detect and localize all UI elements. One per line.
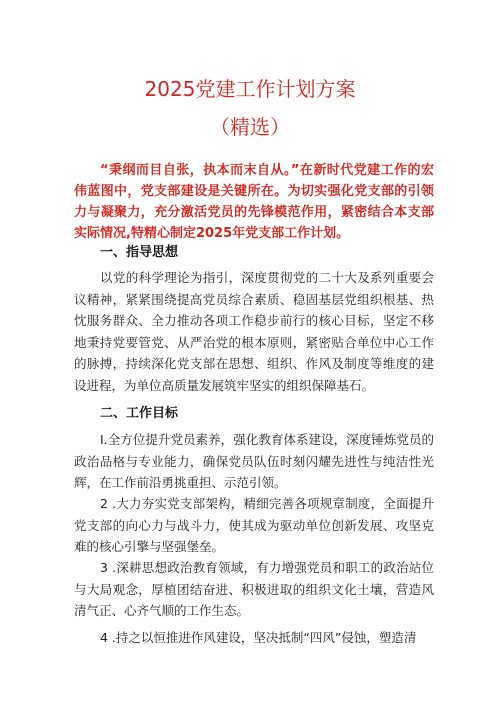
goal-item-1: I.全方位提升党员素养，强化教育体系建设，深度锤炼党员的政治品格与专业能力，确保党员队伍时刻闪耀先进性与纯洁性光辉，在工作前沿勇挑重担、示范引领。 <box>74 432 434 490</box>
section-heading-work-goals: 二、工作目标 <box>100 406 179 421</box>
goal-item-3: 3 .深耕思想政治教育领域，有力增强党员和职工的政治站位与大局观念，厚植团结奋进、积极进取的组织文化土壤，营造风清气正、心齐气顺的工作生态。 <box>74 560 434 618</box>
section-paragraph: 以党的科学理论为指引，深度贯彻党的二十大及系列重要会议精神，紧紧围绕提高党员综合素质、稳固基层党组织根基、热忱服务群众、全力推动各项工作稳步前行的核心目标，坚定不移地秉持党要管党、从严治党的根本原则，紧密贴合单位中心工作的脉搏，持续深化党支部在思想、组织、作风及制度等维度的建设进程，为单位高质量发展筑牢坚实的组织保障基石。 <box>74 270 434 393</box>
document-subtitle: （精选） <box>210 115 290 139</box>
section-heading-guiding-ideology: 一、指导思想 <box>100 245 179 260</box>
intro-paragraph: “秉纲而目自张，执本而末自从。”在新时代党建工作的宏伟蓝图中，党支部建设是关键所在。为切实强化党支部的引领力与凝聚力，充分激活党员的先锋模范作用，紧密结合本支部实际情况,特精心制定2025年党支部工作计划。 <box>74 163 434 241</box>
goal-item-2: 2 .大力夯实党支部架构，精细完善各项规章制度，全面提升党支部的向心力与战斗力，使其成为驱动单位创新发展、攻坚克难的核心引擎与坚强堡垒。 <box>74 496 434 554</box>
document-title: 2025党建工作计划方案 <box>144 77 356 101</box>
goal-item-4: 4 .持之以恒推进作风建设，坚决抵制“四风”侵蚀，塑造清 <box>100 630 417 645</box>
